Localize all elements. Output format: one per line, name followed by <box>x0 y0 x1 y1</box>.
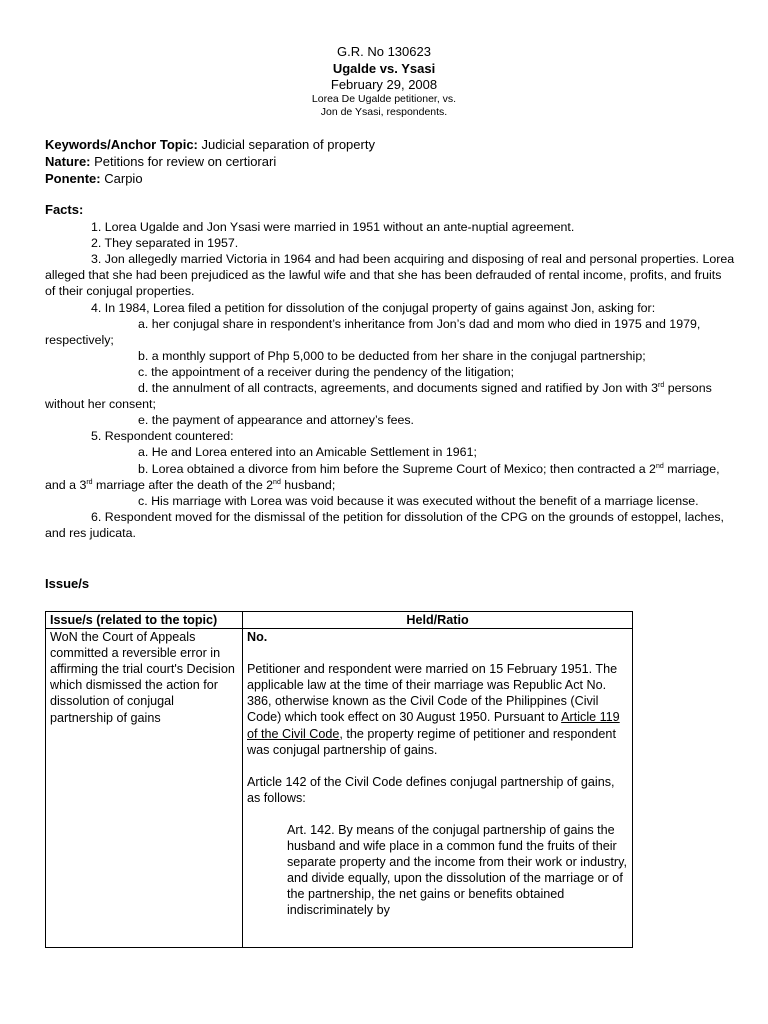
issue-cell: WoN the Court of Appeals committed a reversible error in affirming the trial court's Decision which dismissed the action for dissolution of conjugal partnership of gains <box>46 629 243 948</box>
issues-heading: Issue/s <box>45 576 90 591</box>
ratio-column-header: Held/Ratio <box>243 612 633 629</box>
case-header <box>0 44 768 119</box>
facts-heading: Facts: <box>45 202 84 217</box>
nature-value: Petitions for review on certiorari <box>94 154 277 169</box>
table-header-row <box>46 612 633 629</box>
issues-table <box>45 611 633 948</box>
keywords-row <box>45 136 735 153</box>
fact-5a: a. He and Lorea entered into an Amicable Settlement in 1961; <box>138 445 477 460</box>
fact-1: 1. Lorea Ugalde and Jon Ysasi were married in 1951 without an ante-nuptial agreement. <box>91 220 575 235</box>
table-row <box>46 629 633 948</box>
issue-column-header: Issue/s (related to the topic) <box>46 612 243 629</box>
ponente-value: Carpio <box>104 171 143 186</box>
case-date: February 29, 2008 <box>330 77 438 92</box>
fact-4d-text: d. the annulment of all contracts, agreements, and documents signed and ratified by Jon with 3 <box>138 381 659 396</box>
article-142-quote: Art. 142. By means of the conjugal partnership of gains the husband and wife place in a common fund the fruits of their separate property and the income from their work or industry, and divide equally, upon the dissolution of the marriage or of the partnership, the net gains or benefits obtained indiscriminately by <box>287 822 627 918</box>
fact-4a: a. her conjugal share in respondent’s inheritance from Jon’s dad and mom who died in 1975 and 1979, respectively; <box>45 316 701 347</box>
article-119-link[interactable]: Article 119 of the Civil Code <box>247 710 620 741</box>
ratio-paragraph-1-rest: , the property regime of petitioner and respondent was conjugal partnership of gains. <box>247 726 616 757</box>
fact-5b-mid-2: marriage after the death of the 2 <box>92 477 274 492</box>
fact-5b-rest: husband; <box>280 477 336 492</box>
ratio-paragraph-1 <box>247 661 628 758</box>
parties-line-2: Jon de Ysasi, respondents. <box>320 106 448 118</box>
nature-row <box>45 153 735 170</box>
ponente-row <box>45 170 735 187</box>
fact-2: 2. They separated in 1957. <box>91 236 239 251</box>
case-title: Ugalde vs. Ysasi <box>332 61 436 76</box>
held-answer: No. <box>247 630 268 645</box>
fact-4d <box>45 380 735 412</box>
facts-section <box>45 202 735 541</box>
keywords-label: Keywords/Anchor Topic: <box>45 137 198 152</box>
fact-5b <box>45 461 735 493</box>
fact-4d-rest: persons without her consent; <box>45 381 712 412</box>
fact-4d-sup: rd <box>658 381 665 389</box>
case-number: G.R. No 130623 <box>337 44 431 59</box>
case-meta <box>45 136 735 187</box>
fact-6: 6. Respondent moved for the dismissal of the petition for dissolution of the CPG on the grounds of estoppel, laches, and res judicata. <box>45 509 724 540</box>
fact-4b: b. a monthly support of Php 5,000 to be deducted from her share in the conjugal partnership; <box>138 348 646 363</box>
nature-label: Nature: <box>45 154 91 169</box>
keywords-value: Judicial separation of property <box>201 137 375 152</box>
fact-4c: c. the appointment of a receiver during the pendency of the litigation; <box>138 364 515 379</box>
ratio-paragraph-2: Article 142 of the Civil Code defines conjugal partnership of gains, as follows: <box>247 774 615 805</box>
fact-4e: e. the payment of appearance and attorney’s fees. <box>138 413 414 428</box>
fact-5b-mid: marriage, and a 3 <box>45 461 720 492</box>
fact-5b-sup-2: rd <box>86 478 93 486</box>
fact-3: 3. Jon allegedly married Victoria in 1964 and had been acquiring and disposing of real and personal properties. Lorea alleged that she had been prejudiced as the lawful wife and that she has been defrauded of rental income, profits, and fruits of their conjugal properties. <box>45 252 735 299</box>
fact-5b-sup-3: nd <box>273 478 281 486</box>
fact-5b-text: b. Lorea obtained a divorce from him before the Supreme Court of Mexico; then contracted a 2 <box>138 461 656 476</box>
fact-5b-sup-1: nd <box>655 462 664 470</box>
ratio-cell <box>243 629 633 948</box>
parties-line-1: Lorea De Ugalde petitioner, vs. <box>311 93 457 105</box>
ponente-label: Ponente: <box>45 171 101 186</box>
ratio-paragraph-1-text: Petitioner and respondent were married on 15 February 1951. The applicable law at the time of their marriage was Republic Act No. 386, otherwise known as the Civil Code of the Philippines (Civil Code) which took effect on 30 August 1950. Pursuant to <box>247 662 618 725</box>
fact-5: 5. Respondent countered: <box>91 429 234 444</box>
fact-5c: c. His marriage with Lorea was void because it was executed without the benefit of a marriage license. <box>138 493 699 508</box>
fact-4: 4. In 1984, Lorea filed a petition for dissolution of the conjugal property of gains against Jon, asking for: <box>91 300 656 315</box>
